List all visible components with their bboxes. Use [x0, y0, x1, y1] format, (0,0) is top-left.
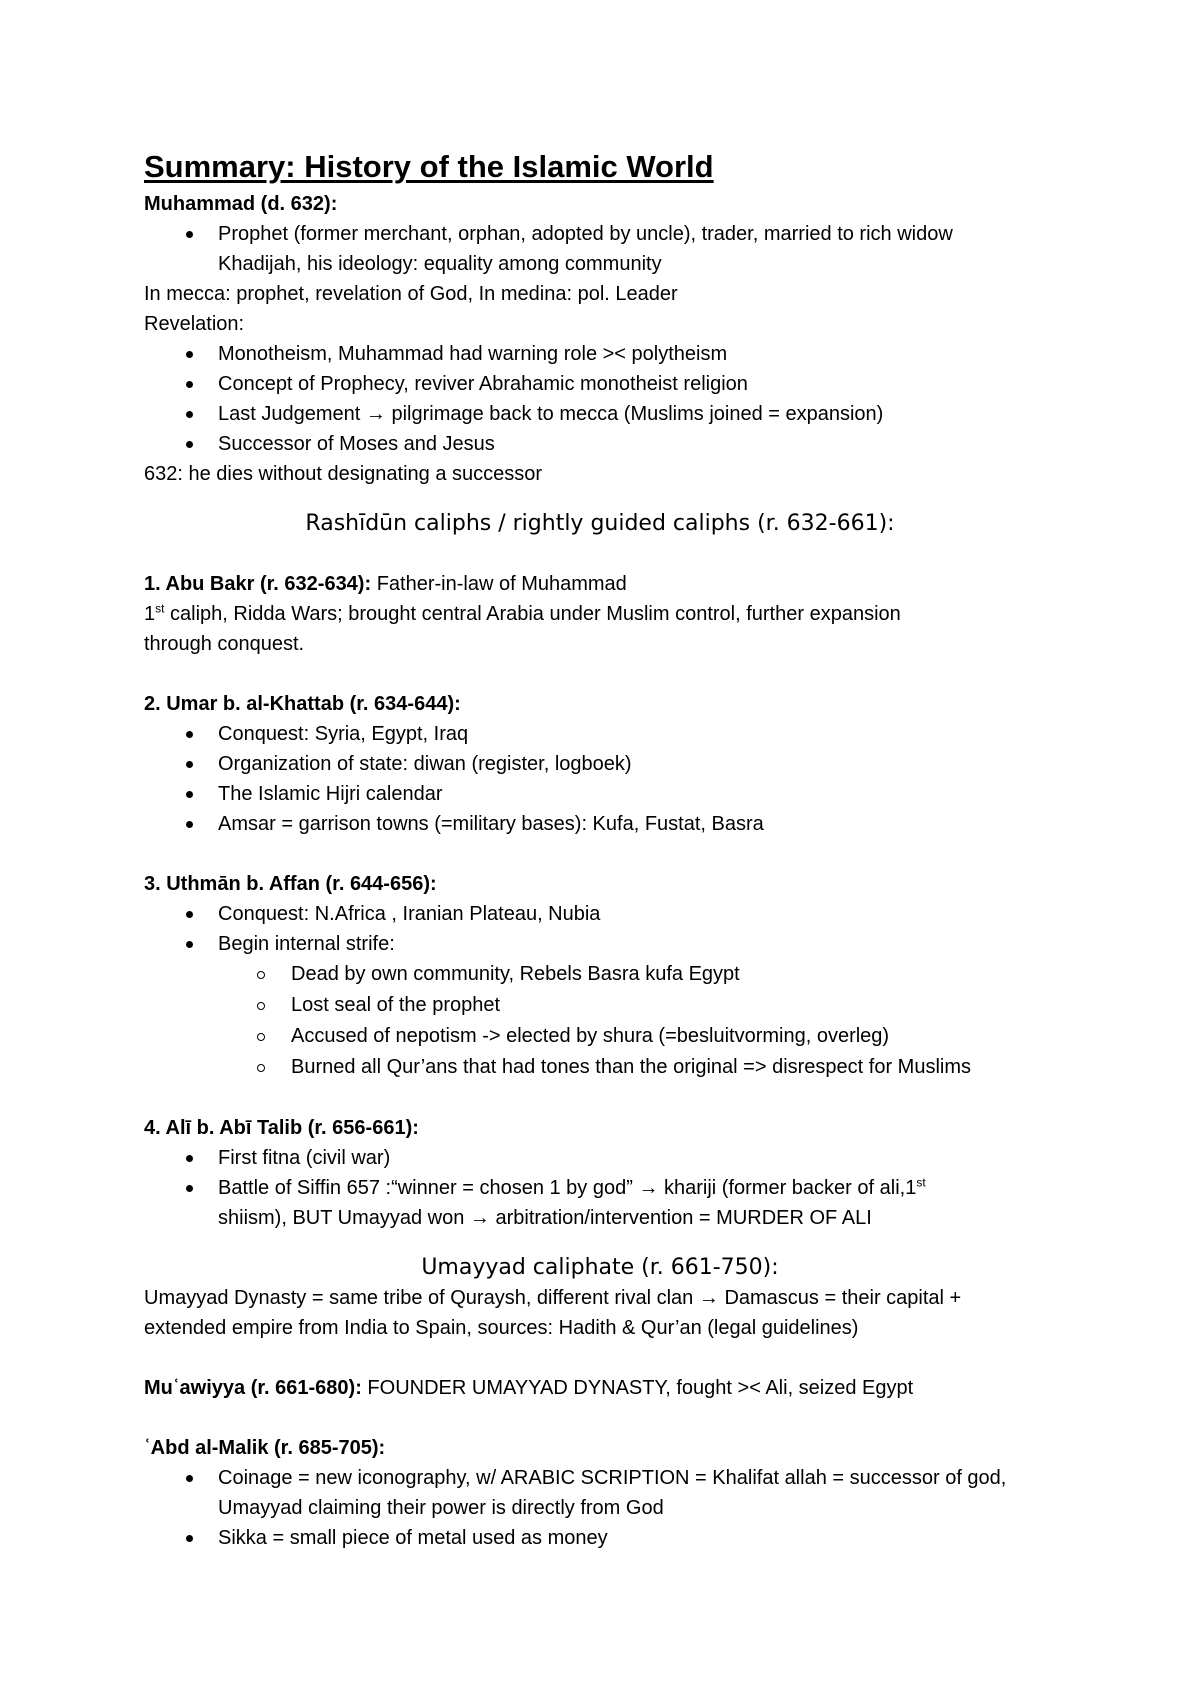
list-item: Organization of state: diwan (register, logboek): [144, 749, 1100, 779]
sub-list-item: Dead by own community, Rebels Basra kufa Egypt: [144, 959, 1100, 990]
arrow-right-icon: →: [698, 1287, 719, 1309]
uthman-heading: 3. Uthmān b. Affan (r. 644-656):: [144, 873, 437, 895]
muhammad-line-3: 632: he dies without designating a successor: [144, 463, 543, 485]
ali-heading: 4. Alī b. Abī Talib (r. 656-661):: [144, 1117, 419, 1139]
list-item: Successor of Moses and Jesus: [144, 429, 1100, 459]
arrow-right-icon: →: [365, 403, 386, 425]
list-item: Conquest: Syria, Egypt, Iraq: [144, 719, 1100, 749]
abu-bakr-heading: 1. Abu Bakr (r. 632-634):: [144, 573, 372, 595]
list-item: Sikka = small piece of metal used as money: [144, 1523, 1100, 1553]
umar-list: [144, 719, 1100, 839]
umayyad-line-2: extended empire from India to Spain, sources: Hadith & Qur’an (legal guidelines): [144, 1317, 859, 1339]
list-item: Begin internal strife:: [144, 929, 1100, 959]
list-item: First fitna (civil war): [144, 1143, 1100, 1173]
abu-bakr-text-2: through conquest.: [144, 633, 305, 655]
muawiyya-line: Muʿawiyya (r. 661-680): FOUNDER UMAYYAD DYNASTY, fought >< Ali, seized Egypt: [144, 1377, 914, 1399]
sub-list-item: Accused of nepotism -> elected by shura (=besluitvorming, overleg): [144, 1021, 1100, 1052]
document-title: Summary: History of the Islamic World: [144, 149, 714, 184]
list-item: Coinage = new iconography, w/ ARABIC SCRIPTION = Khalifat allah = successor of god, Umayyad claiming their power is directly from God: [144, 1463, 1100, 1523]
muawiyya-heading: Muʿawiyya (r. 661-680):: [144, 1377, 362, 1399]
muhammad-line-2: Revelation:: [144, 313, 245, 335]
muhammad-line-1: In mecca: prophet, revelation of God, In medina: pol. Leader: [144, 283, 678, 305]
abd-al-malik-heading: ʿAbd al-Malik (r. 685-705):: [144, 1437, 386, 1459]
abu-bakr-text-1: 1st caliph, Ridda Wars; brought central Arabia under Muslim control, further expansion: [144, 601, 901, 625]
muhammad-list: [144, 219, 1100, 279]
list-item: Battle of Siffin 657 :“winner = chosen 1 by god” → khariji (former backer of ali,1st shiism), BUT Umayyad won → arbitration/intervention = MURDER OF ALI: [144, 1173, 1100, 1233]
ali-list: [144, 1143, 1100, 1233]
list-item: Prophet (former merchant, orphan, adopted by uncle), trader, married to rich widow Khadijah, his ideology: equality among community: [144, 219, 1100, 279]
sub-list-item: Lost seal of the prophet: [144, 990, 1100, 1021]
umayyad-heading: Umayyad caliphate (r. 661-750):: [421, 1255, 779, 1280]
list-item: The Islamic Hijri calendar: [144, 779, 1100, 809]
muhammad-heading: Muhammad (d. 632):: [144, 193, 338, 215]
uthman-list: [144, 899, 1100, 1083]
arrow-right-icon: →: [469, 1207, 490, 1229]
rashidun-heading: Rashīdūn caliphs / rightly guided caliphs (r. 632-661):: [305, 511, 895, 536]
list-item: Concept of Prophecy, reviver Abrahamic monotheist religion: [144, 369, 1100, 399]
umar-heading: 2. Umar b. al-Khattab (r. 634-644):: [144, 693, 461, 715]
umayyad-line-1: Umayyad Dynasty = same tribe of Quraysh, different rival clan → Damascus = their capital +: [144, 1287, 962, 1309]
list-item: Monotheism, Muhammad had warning role >< polytheism: [144, 339, 1100, 369]
sub-list-item: Burned all Qur’ans that had tones than the original => disrespect for Muslims: [144, 1052, 1100, 1083]
list-item: Conquest: N.Africa , Iranian Plateau, Nubia: [144, 899, 1100, 929]
list-item: Last Judgement → pilgrimage back to mecca (Muslims joined = expansion): [144, 399, 1100, 429]
list-item: Amsar = garrison towns (=military bases): Kufa, Fustat, Basra: [144, 809, 1100, 839]
arrow-right-icon: →: [638, 1177, 659, 1199]
revelation-list: [144, 339, 1100, 459]
abd-al-malik-list: [144, 1463, 1100, 1553]
abu-bakr-line: 1. Abu Bakr (r. 632-634): Father-in-law of Muhammad: [144, 573, 627, 595]
